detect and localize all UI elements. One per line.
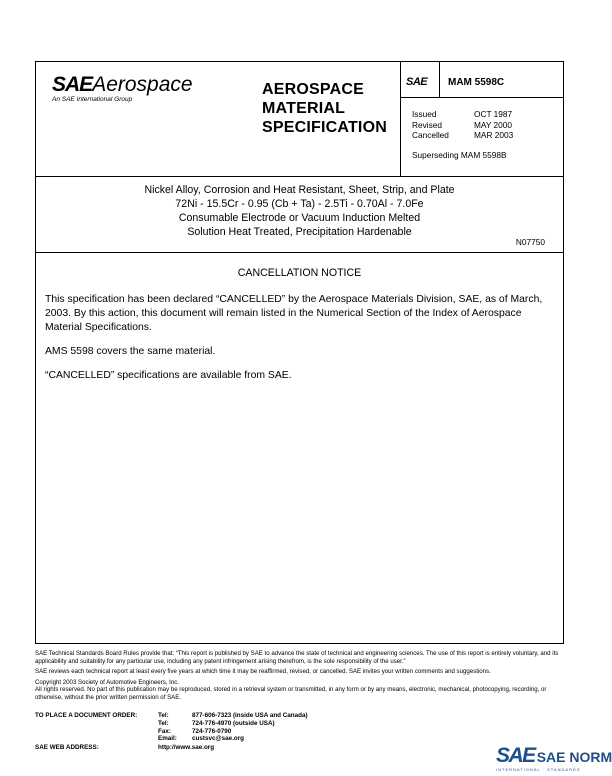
- spec-title-line: Consumable Electrode or Vacuum Induction Melted: [178, 212, 421, 224]
- info-row: [412, 120, 513, 131]
- logo-aerospace: Aerospace: [92, 73, 193, 96]
- title-line: AEROSPACE: [262, 81, 364, 98]
- contact-label: Tel:: [158, 712, 169, 719]
- info-label: Revised: [412, 119, 442, 130]
- web-label: SAE WEB ADDRESS:: [35, 744, 99, 751]
- copyright: Copyright 2003 Society of Automotive Engineers, Inc.: [35, 678, 179, 686]
- logo-subtitle: An SAE International Group: [52, 96, 133, 103]
- contact-value: 724-776-4970 (outside USA): [192, 719, 275, 727]
- web-address: [35, 744, 214, 751]
- contact-value: 877-606-7323 (inside USA and Canada): [192, 712, 308, 719]
- norm-subtitle: INTERNATIONAL · STANDARDS: [496, 767, 581, 772]
- info-label: Cancelled: [412, 130, 449, 141]
- info-value: MAR 2003: [474, 130, 514, 141]
- info-value: MAY 2000: [474, 119, 512, 130]
- specification-title: [36, 183, 563, 239]
- uns-number: N07750: [515, 237, 545, 247]
- order-label: TO PLACE A DOCUMENT ORDER:: [35, 712, 138, 719]
- order-row: [35, 712, 308, 720]
- norm-logo: SAE: [496, 744, 535, 767]
- notice-paragraph: AMS 5598 covers the same material.: [45, 346, 216, 357]
- spec-title-line: Solution Heat Treated, Precipitation Hardenable: [187, 226, 412, 238]
- order-info: [35, 712, 308, 743]
- sae-aerospace-logo: [52, 74, 193, 103]
- header-vertical-divider: [400, 62, 401, 176]
- document-frame: [35, 61, 564, 644]
- order-row: [35, 720, 308, 728]
- footer-paragraph: SAE Technical Standards Board Rules provide that: “This report is published by SAE to advance the state of technical and engineering sciences. The use of this report is entirely voluntary, and its applicability and suitability for any particular use, including any patent infringement arising therefrom, is the sole responsibility of the user.”: [35, 650, 559, 665]
- info-value: OCT 1987: [474, 109, 513, 119]
- document-type-title: [262, 80, 387, 137]
- contact-label: Email:: [158, 735, 177, 743]
- legal-footer: [35, 650, 565, 702]
- title-line: MATERIAL: [262, 100, 346, 117]
- order-row: [35, 735, 308, 743]
- contact-label: Fax:: [158, 727, 171, 735]
- badge-divider: [439, 62, 440, 97]
- norm-text: SAE NORM: [536, 749, 612, 765]
- logo-sae: SAE: [52, 73, 93, 96]
- contact-label: Tel:: [158, 719, 169, 727]
- web-link[interactable]: http://www.sae.org: [158, 744, 215, 751]
- rights-reserved: All rights reserved. No part of this publication may be reproduced, stored in a retrieval system or transmitted, in any form or by any means, electronic, mechanical, photocopying, recording, or otherwise, without the prior written permission of SAE.: [35, 686, 547, 701]
- superseding-info: Superseding MAM 5598B: [412, 150, 507, 160]
- sae-badge: SAE: [406, 76, 428, 88]
- info-label: Issued: [412, 109, 437, 119]
- footer-paragraph: SAE reviews each technical report at least every five years at which time it may be reaffirmed, revised, or cancelled. SAE invites your written comments and suggestions.: [35, 668, 491, 676]
- contact-email[interactable]: custsvc@sae.org: [192, 735, 244, 743]
- document-number: MAM 5598C: [448, 77, 505, 88]
- spec-title-line: Nickel Alloy, Corrosion and Heat Resistant, Sheet, Strip, and Plate: [144, 184, 455, 196]
- info-row: [412, 130, 513, 141]
- contact-value: 724-776-0790: [192, 727, 232, 735]
- title-divider: [36, 252, 563, 253]
- notice-body: [45, 293, 555, 393]
- date-info: [412, 109, 513, 141]
- header-divider: [36, 176, 563, 177]
- spec-title-line: 72Ni - 15.5Cr - 0.95 (Cb + Ta) - 2.5Ti - 0.70Al - 7.0Fe: [175, 198, 424, 210]
- order-row: [35, 728, 308, 736]
- notice-paragraph: “CANCELLED” specifications are available from SAE.: [45, 370, 292, 381]
- sae-norm-watermark: [496, 744, 612, 772]
- notice-heading: CANCELLATION NOTICE: [237, 267, 362, 279]
- title-line: SPECIFICATION: [262, 119, 387, 136]
- docnum-divider: [400, 97, 563, 98]
- info-row: [412, 109, 513, 120]
- notice-paragraph: This specification has been declared “CANCELLED” by the Aerospace Materials Division, SAE, as of March, 2003. By this action, this document will remain listed in the Numerical Section of the Index of Aerospace Material Specifications.: [45, 294, 543, 333]
